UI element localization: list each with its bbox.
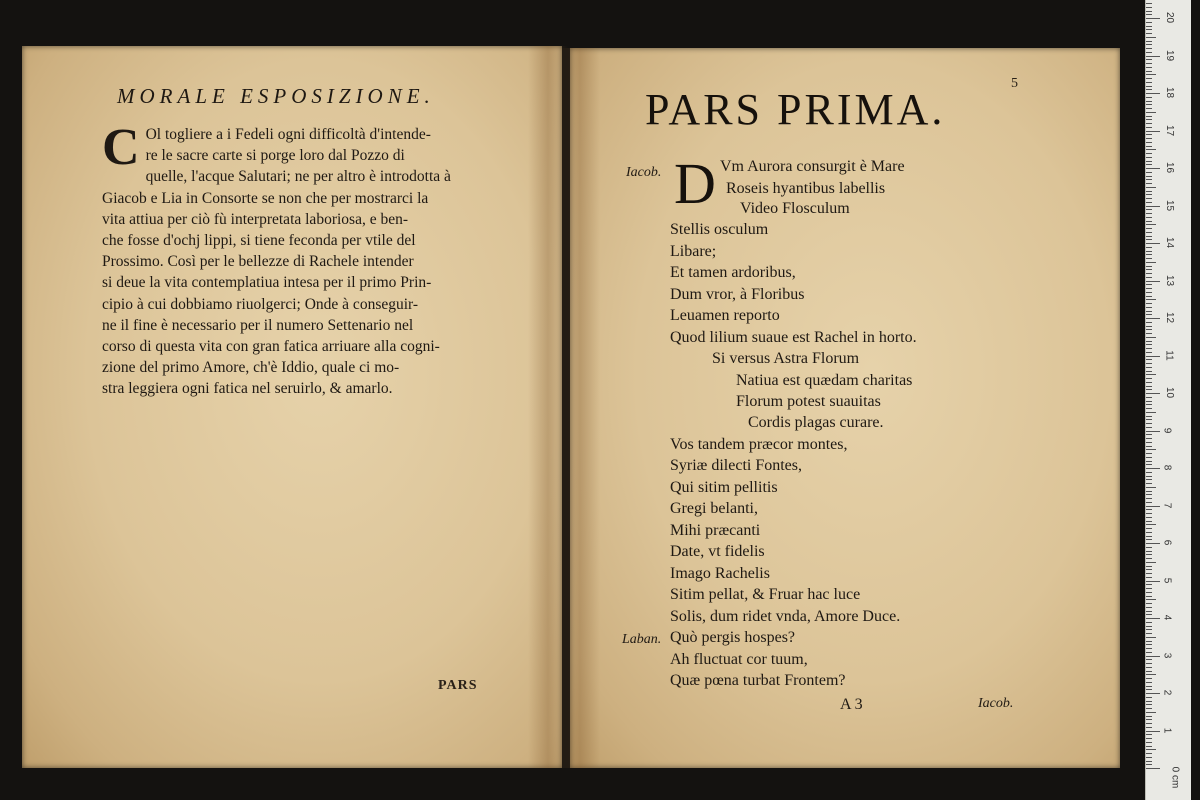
ruler-tick [1146,682,1152,683]
verse-line: Vm Aurora consurgit è Mare [720,158,905,175]
ruler-tick [1146,63,1152,64]
ruler-tick [1146,157,1152,158]
ruler-tick [1146,307,1152,308]
ruler-tick [1146,374,1156,375]
catchword: Iacob. [978,696,1014,711]
ruler-tick [1146,599,1156,600]
ruler-tick [1146,104,1152,105]
ruler-tick [1146,742,1152,743]
ruler-tick [1146,378,1152,379]
ruler-tick [1146,371,1152,372]
ruler-tick [1146,562,1156,563]
ruler-tick [1146,637,1156,638]
ruler-tick [1146,281,1160,282]
ruler-tick [1146,603,1152,604]
ruler-tick [1146,468,1160,469]
ruler-tick [1146,11,1152,12]
ruler-tick [1146,254,1152,255]
ruler-tick [1146,753,1152,754]
text-line: vita attiua per ciò fù interpretata laboriosa, e ben- [102,210,408,228]
ruler-tick [1146,44,1152,45]
verse-line: Roseis hyantibus labellis [726,180,886,197]
catchword: PARS [438,678,478,693]
ruler-number: 18 [1164,86,1176,99]
gutter-stain [560,48,600,768]
ruler-tick [1146,236,1152,237]
ruler-tick [1146,344,1152,345]
ruler-tick [1146,442,1152,443]
ruler-unit-label: 0 cm [1169,766,1181,789]
ruler-tick [1146,352,1152,353]
ruler-tick [1146,356,1160,357]
ruler-tick [1146,138,1152,139]
ruler-tick [1146,517,1152,518]
ruler-tick [1146,596,1152,597]
ruler-tick [1146,93,1160,94]
ruler-tick [1146,56,1160,57]
verse-line: Stellis osculum [670,221,769,238]
ruler-tick [1146,337,1156,338]
ruler-tick [1146,202,1152,203]
ruler-tick [1146,217,1152,218]
ruler-tick [1146,584,1152,585]
ruler-tick [1146,168,1160,169]
ruler-number: 8 [1161,464,1173,471]
ruler-tick [1146,14,1152,15]
ruler-number: 10 [1164,386,1176,399]
ruler-number: 13 [1164,274,1176,286]
ruler-tick [1146,607,1152,608]
verse-line: Et tamen ardoribus, [670,264,796,281]
ruler-tick [1146,318,1160,319]
ruler-tick [1146,131,1160,132]
ruler-tick [1146,112,1156,113]
ruler-tick [1146,712,1156,713]
verse-line: Video Flosculum [740,200,850,217]
ruler-tick [1146,179,1152,180]
ruler-tick [1146,206,1160,207]
moral-exposition-text [102,119,532,400]
ruler-number: 3 [1161,652,1173,658]
ruler-tick [1146,667,1152,668]
ruler-tick [1146,187,1156,188]
ruler-tick [1146,581,1160,582]
ruler-tick [1146,476,1152,477]
ruler-tick [1146,232,1152,233]
ruler-tick [1146,506,1160,507]
ruler-tick [1146,521,1152,522]
ruler-number: 5 [1161,577,1173,583]
ruler-tick [1146,26,1152,27]
ruler-tick [1146,67,1152,68]
ruler-tick [1146,472,1152,473]
ruler-tick [1146,326,1152,327]
ruler-tick [1146,101,1152,102]
ruler-tick [1146,408,1152,409]
ruler-tick [1146,292,1152,293]
measuring-ruler [1145,0,1191,800]
ruler-tick [1146,127,1152,128]
ruler-tick [1146,674,1156,675]
left-page-header: MORALE ESPOSIZIONE. [117,84,435,108]
ruler-tick [1146,663,1152,664]
text-line: quelle, l'acque Salutari; ne per altro è introdotta à [145,168,451,186]
ruler-tick [1146,416,1152,417]
verse-line: Natiua est quædam charitas [736,372,913,389]
ruler-tick [1146,656,1160,657]
ruler-tick [1146,359,1152,360]
ruler-tick [1146,243,1160,244]
ruler-tick [1146,464,1152,465]
speaker-label-laban: Laban. [622,632,662,647]
ruler-tick [1146,412,1156,413]
ruler-tick [1146,198,1152,199]
text-line: stra leggiera ogni fatica nel seruirlo, & amarlo. [102,380,393,398]
verse-line: Mihi præcanti [670,522,761,539]
verse-line: Leuamen reporto [670,307,780,324]
ruler-number: 14 [1164,236,1176,249]
ruler-tick [1146,382,1152,383]
ruler-tick [1146,719,1152,720]
ruler-tick [1146,386,1152,387]
ruler-tick [1146,288,1152,289]
signature-mark: A 3 [840,696,863,713]
ruler-number: 15 [1164,199,1176,211]
ruler-tick [1146,648,1152,649]
ruler-tick [1146,524,1156,525]
verse-line: Quod lilium suaue est Rachel in horto. [670,329,917,346]
ruler-tick [1146,71,1152,72]
ruler-tick [1146,633,1152,634]
ruler-tick [1146,547,1152,548]
ruler-tick [1146,97,1152,98]
ruler-tick [1146,59,1152,60]
ruler-tick [1146,183,1152,184]
ruler-tick [1146,536,1152,537]
ruler-tick [1146,434,1152,435]
ruler-tick [1146,449,1156,450]
ruler-number: 6 [1161,539,1173,546]
ruler-tick [1146,78,1152,79]
ruler-tick [1146,48,1152,49]
left-page [22,46,562,768]
ruler-tick [1146,303,1152,304]
ruler-tick [1146,29,1152,30]
ruler-tick [1146,161,1152,162]
right-page [570,48,1120,768]
ruler-number: 9 [1161,427,1173,433]
ruler-tick [1146,221,1152,222]
ruler-tick [1146,123,1152,124]
ruler-tick [1146,247,1152,248]
verse-line: Florum potest suauitas [736,393,881,410]
text-line: cipio à cui dobbiamo riuolgerci; Onde à conseguir- [102,295,419,313]
ruler-tick [1146,419,1152,420]
ruler-tick [1146,82,1152,83]
text-line: Ol togliere a i Fedeli ogni difficoltà d'intende- [145,126,431,143]
ruler-tick [1146,483,1152,484]
ruler-tick [1146,438,1152,439]
verse-line: Libare; [670,243,717,260]
ruler-tick [1146,701,1152,702]
ruler-tick [1146,453,1152,454]
ruler-tick [1146,659,1152,660]
ruler-tick [1146,689,1152,690]
drop-cap: C [102,119,140,176]
ruler-tick [1146,146,1152,147]
ruler-tick [1146,569,1152,570]
ruler-tick [1146,33,1152,34]
text-line: ne il fine è necessario per il numero Settenario nel [102,316,414,334]
ruler-tick [1146,723,1152,724]
ruler-tick [1146,479,1152,480]
ruler-tick [1146,142,1152,143]
ruler-tick [1146,611,1152,612]
verse-line: Si versus Astra Florum [712,350,860,367]
ruler-tick [1146,363,1152,364]
ruler-tick [1146,618,1160,619]
ruler-tick [1146,716,1152,717]
ruler-tick [1146,528,1152,529]
verse-line: Vos tandem præcor montes, [670,436,848,453]
ruler-tick [1146,401,1152,402]
ruler-tick [1146,296,1152,297]
ruler-tick [1146,367,1152,368]
ruler-tick [1146,209,1152,210]
ruler-tick [1146,172,1152,173]
ruler-tick [1146,487,1156,488]
ruler-tick [1146,592,1152,593]
text-line: Prossimo. Così per le bellezze di Rachele intender [102,253,414,271]
ruler-tick [1146,577,1152,578]
verse-line: Syriæ dilecti Fontes, [670,457,802,474]
ruler-tick [1146,614,1152,615]
ruler-tick [1146,74,1156,75]
ruler-tick [1146,239,1152,240]
ruler-tick [1146,509,1152,510]
ruler-tick [1146,153,1152,154]
ruler-number: 1 [1161,727,1173,733]
ruler-tick [1146,539,1152,540]
ruler-tick [1146,397,1152,398]
verse-line: Sitim pellat, & Fruar hac luce [670,586,861,603]
ruler-tick [1146,269,1152,270]
verse-line: Cordis plagas curare. [748,414,884,431]
ruler-number: 4 [1161,614,1173,621]
ruler-tick [1146,708,1152,709]
ruler-tick [1146,116,1152,117]
ruler-tick [1146,176,1152,177]
ruler-tick [1146,224,1156,225]
ruler-tick [1146,22,1152,23]
ruler-number: 16 [1164,161,1176,174]
ruler-tick [1146,333,1152,334]
verse-line: Date, vt fidelis [670,543,765,560]
ruler-tick [1146,262,1156,263]
ruler-tick [1146,423,1152,424]
ruler-tick [1146,678,1152,679]
ruler-tick [1146,502,1152,503]
ruler-tick [1146,427,1152,428]
text-line: corso di questa vita con gran fatica arriuare alla cogni- [102,338,440,356]
ruler-tick [1146,513,1152,514]
ruler-tick [1146,266,1152,267]
ruler-tick [1146,164,1152,165]
verse-line: Quæ pœna turbat Frontem? [670,672,846,689]
ruler-tick [1146,693,1160,694]
ruler-tick [1146,273,1152,274]
ruler-tick [1146,727,1152,728]
ruler-number: 19 [1164,49,1176,61]
ruler-tick [1146,119,1152,120]
ruler-number: 12 [1164,311,1176,324]
ruler-tick [1146,311,1152,312]
ruler-number: 2 [1161,689,1173,696]
ruler-number: 11 [1163,349,1175,361]
ruler-number: 17 [1164,124,1176,136]
ruler-tick [1146,558,1152,559]
verse-line: Dum vror, à Floribus [670,286,805,303]
ruler-tick [1146,322,1152,323]
ruler-tick [1146,277,1152,278]
ruler-number: 7 [1161,502,1173,508]
ruler-tick [1146,566,1152,567]
ruler-tick [1146,697,1152,698]
ruler-tick [1146,393,1160,394]
ruler-tick [1146,749,1156,750]
ruler-tick [1146,258,1152,259]
ruler-tick [1146,37,1156,38]
ruler-tick [1146,404,1152,405]
ruler-tick [1146,314,1152,315]
verse-line: Imago Rachelis [670,565,770,582]
ruler-tick [1146,329,1152,330]
drop-cap: D [674,151,716,216]
ruler-tick [1146,543,1160,544]
ruler-tick [1146,738,1152,739]
ruler-tick [1146,704,1152,705]
ruler-tick [1146,746,1152,747]
ruler-tick [1146,671,1152,672]
verse-line: Qui sitim pellitis [670,479,778,496]
ruler-tick [1146,389,1152,390]
ruler-tick [1146,494,1152,495]
ruler-tick [1146,757,1152,758]
page-title: PARS PRIMA. [645,85,946,134]
ruler-tick [1146,348,1152,349]
verse-line: Quò pergis hospes? [670,629,796,646]
ruler-tick [1146,641,1152,642]
ruler-tick [1146,652,1152,653]
ruler-tick [1146,761,1152,762]
ruler-tick [1146,431,1160,432]
ruler-tick [1146,461,1152,462]
ruler-tick [1146,764,1152,765]
ruler-tick [1146,498,1152,499]
ruler-tick [1146,284,1152,285]
ruler-tick [1146,86,1152,87]
ruler-tick [1146,551,1152,552]
ruler-tick [1146,213,1152,214]
text-line: zione del primo Amore, ch'è Iddio, quale ci mo- [102,359,400,377]
ruler-tick [1146,622,1152,623]
ruler-tick [1146,299,1156,300]
ruler-tick [1146,626,1152,627]
ruler-tick [1146,446,1152,447]
ruler-tick [1146,734,1152,735]
ruler-tick [1146,191,1152,192]
ruler-tick [1146,18,1160,19]
ruler-tick [1146,89,1152,90]
ruler-tick [1146,251,1152,252]
ruler-tick [1146,3,1152,4]
ruler-tick [1146,228,1152,229]
ruler-tick [1146,588,1152,589]
ruler-tick [1146,457,1152,458]
text-line: si deue la vita contemplatiua intesa per il primo Prin- [102,274,432,292]
verse-line: Gregi belanti, [670,500,758,517]
text-line: re le sacre carte si porge loro dal Pozzo di [145,147,405,165]
ruler-tick [1146,554,1152,555]
ruler-tick [1146,52,1152,53]
page-number: 5 [1011,76,1018,91]
verse-line: Ah fluctuat cor tuum, [670,651,808,668]
ruler-tick [1146,194,1152,195]
text-line: che fosse d'ochj lippi, si tiene feconda per vtile del [102,232,416,250]
ruler-tick [1146,7,1152,8]
speaker-label-iacob: Iacob. [626,165,662,180]
ruler-tick [1146,491,1152,492]
ruler-tick [1146,644,1152,645]
ruler-tick [1146,629,1152,630]
ruler-tick [1146,768,1160,769]
ruler-tick [1146,573,1152,574]
ruler-tick [1146,731,1160,732]
ruler-tick [1146,532,1152,533]
ruler-tick [1146,41,1152,42]
ruler-tick [1146,134,1152,135]
verse-line: Solis, dum ridet vnda, Amore Duce. [670,608,901,625]
ruler-tick [1146,149,1156,150]
ruler-tick [1146,686,1152,687]
ruler-number: 20 [1164,11,1176,24]
ruler-tick [1146,108,1152,109]
text-line: Giacob e Lia in Consorte se non che per mostrarci la [102,189,429,207]
ruler-tick [1146,341,1152,342]
